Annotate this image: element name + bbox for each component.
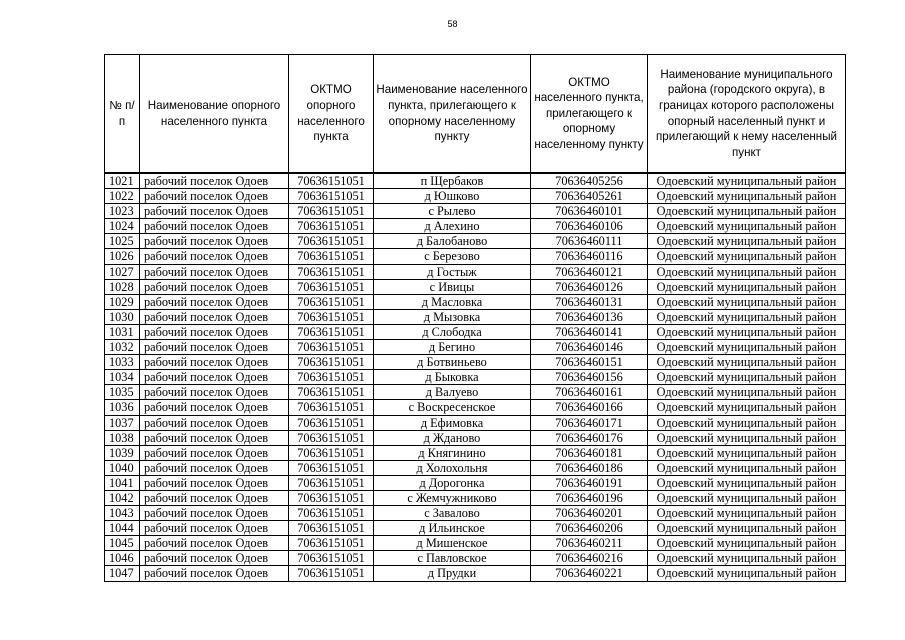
district-cell: Одоевский муниципальный район	[648, 370, 846, 385]
center-name-cell: рабочий поселок Одоев	[140, 204, 289, 219]
locality-name-cell: д Балобаново	[374, 234, 531, 249]
locality-name-cell: с Павловское	[374, 551, 531, 566]
center-name-cell: рабочий поселок Одоев	[140, 400, 289, 415]
district-cell: Одоевский муниципальный район	[648, 309, 846, 324]
center-name-cell: рабочий поселок Одоев	[140, 460, 289, 475]
oktmo-locality-cell: 70636460126	[531, 279, 648, 294]
district-cell: Одоевский муниципальный район	[648, 490, 846, 505]
row-number: 1046	[105, 551, 140, 566]
row-number: 1042	[105, 490, 140, 505]
locality-name-cell: д Бегино	[374, 340, 531, 355]
row-number: 1032	[105, 340, 140, 355]
oktmo-center-cell: 70636151051	[289, 385, 374, 400]
district-cell: Одоевский муниципальный район	[648, 521, 846, 536]
row-number: 1040	[105, 460, 140, 475]
center-name-cell: рабочий поселок Одоев	[140, 551, 289, 566]
table-row	[105, 264, 846, 279]
table-row	[105, 415, 846, 430]
district-cell: Одоевский муниципальный район	[648, 506, 846, 521]
center-name-cell: рабочий поселок Одоев	[140, 309, 289, 324]
locality-name-cell: д Жданово	[374, 430, 531, 445]
oktmo-locality-cell: 70636460186	[531, 460, 648, 475]
oktmo-locality-cell: 70636460216	[531, 551, 648, 566]
table-row	[105, 219, 846, 234]
table-row	[105, 490, 846, 505]
center-name-cell: рабочий поселок Одоев	[140, 219, 289, 234]
row-number: 1027	[105, 264, 140, 279]
locality-name-cell: с Воскресенское	[374, 400, 531, 415]
locality-name-cell: д Ботвиньево	[374, 355, 531, 370]
locality-name-cell: п Щербаков	[374, 173, 531, 189]
oktmo-locality-cell: 70636460201	[531, 506, 648, 521]
district-cell: Одоевский муниципальный район	[648, 279, 846, 294]
center-name-cell: рабочий поселок Одоев	[140, 264, 289, 279]
locality-name-cell: д Юшково	[374, 189, 531, 204]
row-number: 1047	[105, 566, 140, 581]
oktmo-locality-cell: 70636460146	[531, 340, 648, 355]
table-row	[105, 355, 846, 370]
locality-name-cell: д Холохольня	[374, 460, 531, 475]
oktmo-center-cell: 70636151051	[289, 355, 374, 370]
row-number: 1039	[105, 445, 140, 460]
district-cell: Одоевский муниципальный район	[648, 400, 846, 415]
center-name-cell: рабочий поселок Одоев	[140, 173, 289, 189]
page-number: 58	[447, 19, 458, 29]
table-row	[105, 430, 846, 445]
row-number: 1023	[105, 204, 140, 219]
locality-name-cell: д Масловка	[374, 294, 531, 309]
table-row	[105, 460, 846, 475]
table-row	[105, 279, 846, 294]
row-number: 1024	[105, 219, 140, 234]
locality-name-cell: д Быковка	[374, 370, 531, 385]
center-name-cell: рабочий поселок Одоев	[140, 324, 289, 339]
row-number: 1041	[105, 475, 140, 490]
oktmo-center-cell: 70636151051	[289, 430, 374, 445]
table-row	[105, 521, 846, 536]
locality-name-cell: д Мызовка	[374, 309, 531, 324]
oktmo-locality-cell: 70636460111	[531, 234, 648, 249]
row-number: 1028	[105, 279, 140, 294]
center-name-cell: рабочий поселок Одоев	[140, 340, 289, 355]
oktmo-center-cell: 70636151051	[289, 506, 374, 521]
oktmo-center-cell: 70636151051	[289, 475, 374, 490]
oktmo-locality-cell: 70636460131	[531, 294, 648, 309]
table-row	[105, 173, 846, 189]
oktmo-locality-cell: 70636460161	[531, 385, 648, 400]
table-row	[105, 551, 846, 566]
locality-name-cell: д Алехино	[374, 219, 531, 234]
oktmo-center-cell: 70636151051	[289, 204, 374, 219]
oktmo-locality-cell: 70636460166	[531, 400, 648, 415]
center-name-cell: рабочий поселок Одоев	[140, 445, 289, 460]
locality-name-cell: д Мишенское	[374, 536, 531, 551]
table-row	[105, 324, 846, 339]
district-cell: Одоевский муниципальный район	[648, 219, 846, 234]
oktmo-center-cell: 70636151051	[289, 415, 374, 430]
center-name-cell: рабочий поселок Одоев	[140, 355, 289, 370]
oktmo-center-cell: 70636151051	[289, 249, 374, 264]
oktmo-center-cell: 70636151051	[289, 370, 374, 385]
table-row	[105, 506, 846, 521]
district-cell: Одоевский муниципальный район	[648, 445, 846, 460]
oktmo-center-cell: 70636151051	[289, 309, 374, 324]
center-name-cell: рабочий поселок Одоев	[140, 249, 289, 264]
table-row	[105, 204, 846, 219]
header-locality-name: Наименование населенного пункта, прилегающего к опорному населенному пункту	[374, 55, 531, 174]
oktmo-center-cell: 70636151051	[289, 445, 374, 460]
locality-name-cell: с Завалово	[374, 506, 531, 521]
oktmo-center-cell: 70636151051	[289, 294, 374, 309]
row-number: 1029	[105, 294, 140, 309]
center-name-cell: рабочий поселок Одоев	[140, 370, 289, 385]
table-row	[105, 385, 846, 400]
oktmo-locality-cell: 70636460176	[531, 430, 648, 445]
district-cell: Одоевский муниципальный район	[648, 294, 846, 309]
center-name-cell: рабочий поселок Одоев	[140, 521, 289, 536]
table-header	[105, 55, 846, 174]
oktmo-locality-cell: 70636460116	[531, 249, 648, 264]
oktmo-center-cell: 70636151051	[289, 400, 374, 415]
oktmo-locality-cell: 70636460196	[531, 490, 648, 505]
row-number: 1035	[105, 385, 140, 400]
row-number: 1034	[105, 370, 140, 385]
table-row	[105, 370, 846, 385]
oktmo-locality-cell: 70636460156	[531, 370, 648, 385]
locality-name-cell: д Гостыж	[374, 264, 531, 279]
locality-name-cell: д Княгинино	[374, 445, 531, 460]
oktmo-center-cell: 70636151051	[289, 173, 374, 189]
district-cell: Одоевский муниципальный район	[648, 264, 846, 279]
oktmo-locality-cell: 70636460101	[531, 204, 648, 219]
oktmo-center-cell: 70636151051	[289, 490, 374, 505]
oktmo-locality-cell: 70636460206	[531, 521, 648, 536]
district-cell: Одоевский муниципальный район	[648, 551, 846, 566]
oktmo-locality-cell: 70636460191	[531, 475, 648, 490]
center-name-cell: рабочий поселок Одоев	[140, 294, 289, 309]
oktmo-center-cell: 70636151051	[289, 219, 374, 234]
oktmo-center-cell: 70636151051	[289, 264, 374, 279]
oktmo-locality-cell: 70636460211	[531, 536, 648, 551]
oktmo-locality-cell: 70636460136	[531, 309, 648, 324]
oktmo-locality-cell: 70636405256	[531, 173, 648, 189]
locality-name-cell: д Слободка	[374, 324, 531, 339]
center-name-cell: рабочий поселок Одоев	[140, 506, 289, 521]
district-cell: Одоевский муниципальный район	[648, 340, 846, 355]
row-number: 1043	[105, 506, 140, 521]
table-row	[105, 189, 846, 204]
header-center-name: Наименование опорного населенного пункта	[140, 55, 289, 174]
center-name-cell: рабочий поселок Одоев	[140, 536, 289, 551]
oktmo-locality-cell: 70636460151	[531, 355, 648, 370]
locality-name-cell: с Жемчужниково	[374, 490, 531, 505]
row-number: 1026	[105, 249, 140, 264]
locality-name-cell: с Ивицы	[374, 279, 531, 294]
locality-name-cell: с Рылево	[374, 204, 531, 219]
row-number: 1025	[105, 234, 140, 249]
district-cell: Одоевский муниципальный район	[648, 355, 846, 370]
district-cell: Одоевский муниципальный район	[648, 189, 846, 204]
oktmo-locality-cell: 70636460181	[531, 445, 648, 460]
row-number: 1030	[105, 309, 140, 324]
locality-name-cell: с Березово	[374, 249, 531, 264]
table-row	[105, 249, 846, 264]
header-oktmo-center: ОКТМО опорного населенного пункта	[289, 55, 374, 174]
row-number: 1031	[105, 324, 140, 339]
oktmo-locality-cell: 70636460221	[531, 566, 648, 581]
row-number: 1044	[105, 521, 140, 536]
header-num: № п/п	[105, 55, 140, 174]
table-row	[105, 294, 846, 309]
district-cell: Одоевский муниципальный район	[648, 460, 846, 475]
oktmo-center-cell: 70636151051	[289, 460, 374, 475]
locality-name-cell: д Прудки	[374, 566, 531, 581]
district-cell: Одоевский муниципальный район	[648, 249, 846, 264]
oktmo-center-cell: 70636151051	[289, 279, 374, 294]
oktmo-center-cell: 70636151051	[289, 189, 374, 204]
district-cell: Одоевский муниципальный район	[648, 234, 846, 249]
table-row	[105, 234, 846, 249]
header-row	[105, 55, 846, 174]
district-cell: Одоевский муниципальный район	[648, 475, 846, 490]
row-number: 1037	[105, 415, 140, 430]
oktmo-center-cell: 70636151051	[289, 566, 374, 581]
header-district: Наименование муниципального района (городского округа), в границах которого расположены опорный населенный пункт и прилегающий к нему населенный пункт	[648, 55, 846, 174]
oktmo-locality-cell: 70636460121	[531, 264, 648, 279]
row-number: 1038	[105, 430, 140, 445]
oktmo-center-cell: 70636151051	[289, 521, 374, 536]
center-name-cell: рабочий поселок Одоев	[140, 490, 289, 505]
district-cell: Одоевский муниципальный район	[648, 430, 846, 445]
row-number: 1045	[105, 536, 140, 551]
center-name-cell: рабочий поселок Одоев	[140, 189, 289, 204]
oktmo-center-cell: 70636151051	[289, 324, 374, 339]
center-name-cell: рабочий поселок Одоев	[140, 566, 289, 581]
table-row	[105, 566, 846, 581]
table-body	[105, 173, 846, 581]
center-name-cell: рабочий поселок Одоев	[140, 430, 289, 445]
district-cell: Одоевский муниципальный район	[648, 415, 846, 430]
header-oktmo-locality: ОКТМО населенного пункта, прилегающего к опорному населенному пункту	[531, 55, 648, 174]
row-number: 1021	[105, 173, 140, 189]
table-row	[105, 475, 846, 490]
district-cell: Одоевский муниципальный район	[648, 324, 846, 339]
oktmo-center-cell: 70636151051	[289, 234, 374, 249]
locality-name-cell: д Ильинское	[374, 521, 531, 536]
center-name-cell: рабочий поселок Одоев	[140, 475, 289, 490]
table-row	[105, 400, 846, 415]
district-cell: Одоевский муниципальный район	[648, 173, 846, 189]
locality-name-cell: д Ефимовка	[374, 415, 531, 430]
center-name-cell: рабочий поселок Одоев	[140, 415, 289, 430]
center-name-cell: рабочий поселок Одоев	[140, 385, 289, 400]
center-name-cell: рабочий поселок Одоев	[140, 234, 289, 249]
oktmo-center-cell: 70636151051	[289, 536, 374, 551]
district-cell: Одоевский муниципальный район	[648, 385, 846, 400]
district-cell: Одоевский муниципальный район	[648, 536, 846, 551]
table-row	[105, 536, 846, 551]
oktmo-locality-cell: 70636460141	[531, 324, 648, 339]
district-cell: Одоевский муниципальный район	[648, 566, 846, 581]
row-number: 1033	[105, 355, 140, 370]
table-row	[105, 309, 846, 324]
locality-name-cell: д Дорогонка	[374, 475, 531, 490]
oktmo-locality-cell: 70636460106	[531, 219, 648, 234]
row-number: 1022	[105, 189, 140, 204]
oktmo-center-cell: 70636151051	[289, 551, 374, 566]
oktmo-center-cell: 70636151051	[289, 340, 374, 355]
table-row	[105, 340, 846, 355]
oktmo-locality-cell: 70636405261	[531, 189, 648, 204]
row-number: 1036	[105, 400, 140, 415]
district-cell: Одоевский муниципальный район	[648, 204, 846, 219]
locality-name-cell: д Валуево	[374, 385, 531, 400]
oktmo-locality-cell: 70636460171	[531, 415, 648, 430]
table-row	[105, 445, 846, 460]
center-name-cell: рабочий поселок Одоев	[140, 279, 289, 294]
settlements-table	[104, 54, 846, 582]
